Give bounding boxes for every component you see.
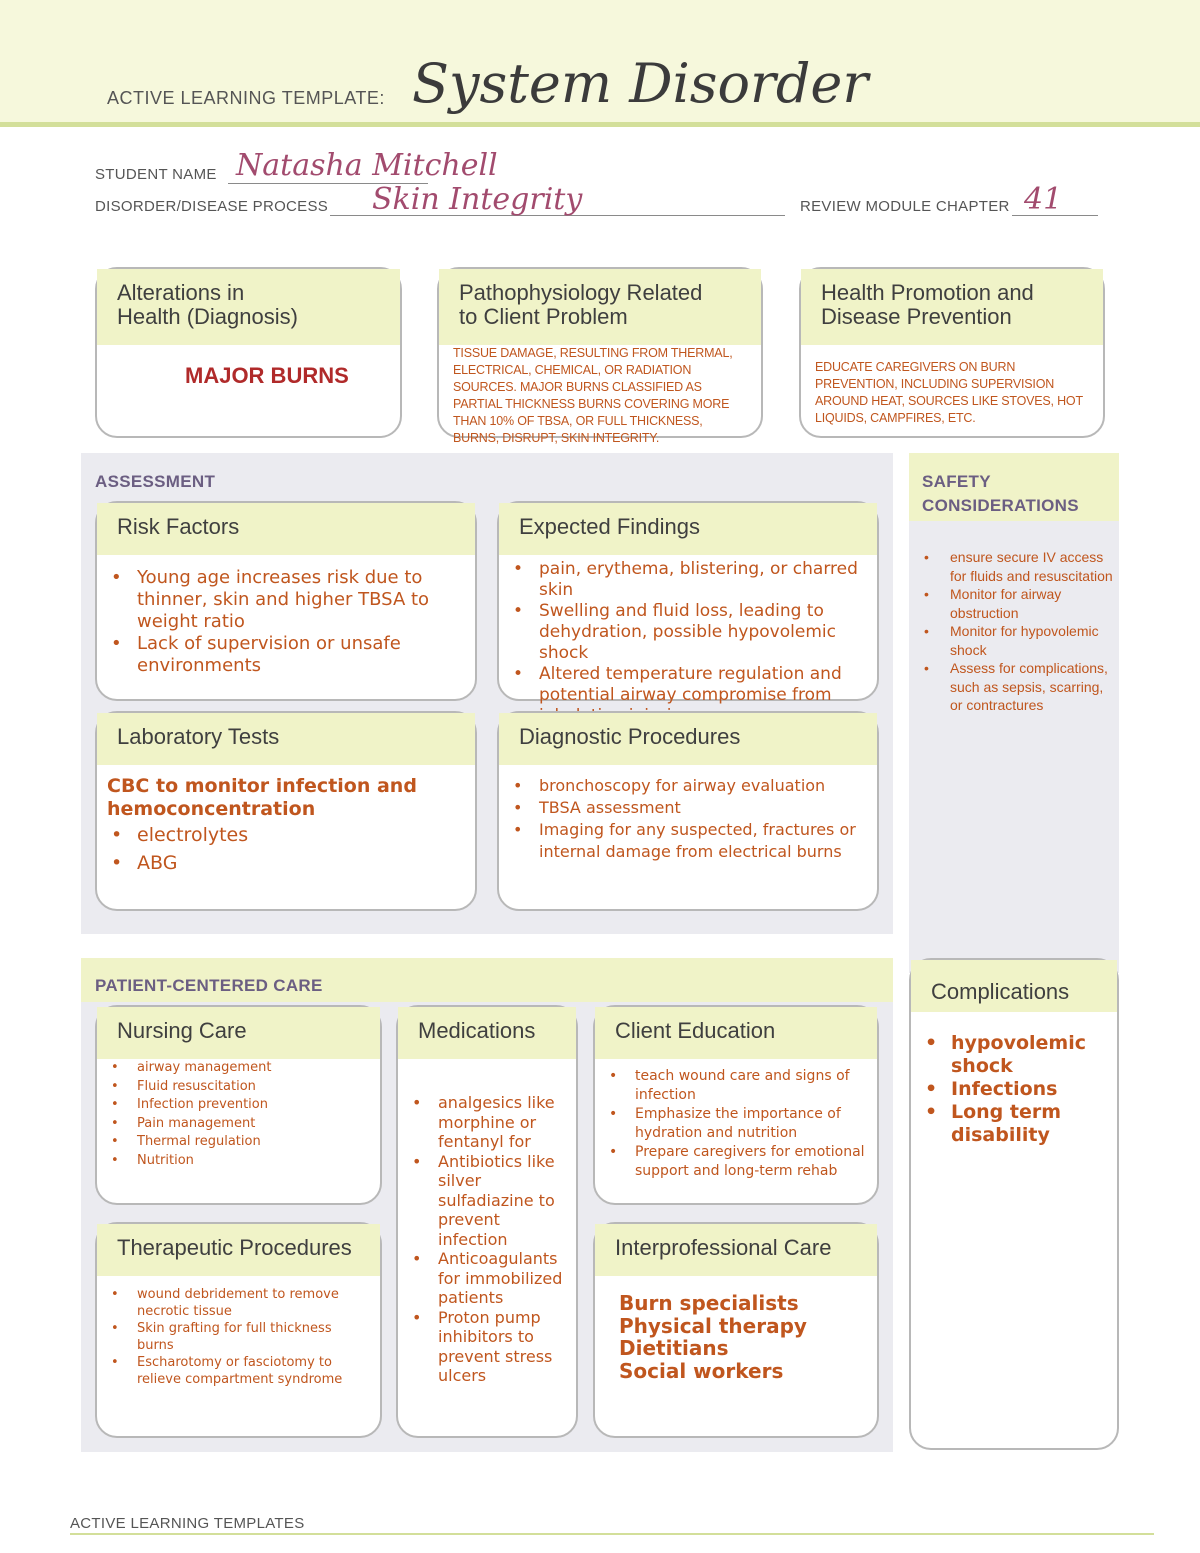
laboratory-tests-intro: CBC to monitor infection and hemoconcentration bbox=[107, 775, 417, 820]
list-item: • Antibiotics like silver sulfadiazine to prevent infection bbox=[408, 1152, 570, 1250]
list-item: • Infection prevention bbox=[107, 1096, 370, 1115]
safety-list bbox=[920, 548, 1116, 715]
health-promotion-title-2: Disease Prevention bbox=[821, 304, 1012, 329]
risk-factors-list bbox=[97, 555, 475, 677]
medications-title: Medications bbox=[398, 1007, 576, 1059]
list-item: • teach wound care and signs of infection bbox=[605, 1067, 867, 1105]
header-divider bbox=[0, 122, 1200, 127]
diagnostic-procedures-title: Diagnostic Procedures bbox=[499, 713, 877, 765]
expected-findings-box bbox=[497, 501, 879, 705]
list-item: • airway management bbox=[107, 1059, 370, 1078]
footer-label: ACTIVE LEARNING TEMPLATES bbox=[70, 1515, 305, 1532]
pathophysiology-title-1: Pathophysiology Related bbox=[459, 280, 703, 305]
alterations-header bbox=[97, 269, 400, 345]
risk-factors-title: Risk Factors bbox=[97, 503, 475, 555]
interprofessional-care-box bbox=[593, 1222, 879, 1438]
alterations-title-2: Health (Diagnosis) bbox=[117, 304, 298, 329]
safety-label-line-2: CONSIDERATIONS bbox=[922, 496, 1079, 515]
list-item: • Proton pump inhibitors to prevent stress ulcers bbox=[408, 1308, 570, 1386]
list-item: • Nutrition bbox=[107, 1152, 370, 1171]
list-item: • Altered temperature regulation and potential airway compromise from bbox=[509, 664, 867, 727]
alterations-content: MAJOR BURNS bbox=[185, 363, 349, 388]
list-item: • Escharotomy or fasciotomy to relieve compartment syndrome bbox=[107, 1354, 370, 1388]
student-name-value: Natasha Mitchell bbox=[236, 148, 498, 183]
list-item: • Long term disability bbox=[921, 1101, 1107, 1147]
nursing-care-title: Nursing Care bbox=[97, 1007, 380, 1059]
list-item: • wound debridement to remove necrotic tissue bbox=[107, 1286, 370, 1320]
expected-findings-list bbox=[499, 555, 877, 727]
expected-findings-title: Expected Findings bbox=[499, 503, 877, 555]
client-education-box bbox=[593, 1005, 879, 1205]
medications-box bbox=[396, 1005, 578, 1438]
pathophysiology-content: TISSUE DAMAGE, RESULTING FROM THERMAL, ELECTRICAL, CHEMICAL, OR RADIATION SOURCES. MAJOR BURNS CLASSIFIED AS PARTIAL THICKNESS BURNS COVERING MORE THAN 10% OF TBSA, OR FULL THICKNESS, BURNS, DISRUPT, SKIN INTEGRITY. bbox=[453, 346, 733, 445]
list-item: • hypovolemic shock bbox=[921, 1032, 1107, 1078]
pathophysiology-box bbox=[437, 267, 763, 445]
list-item: • Young age increases risk due to thinner, skin and higher TBSA to weight ratio bbox=[107, 567, 465, 633]
chapter-label: REVIEW MODULE CHAPTER bbox=[800, 198, 1010, 215]
list-item: • Monitor for hypovolemic shock bbox=[920, 622, 1116, 659]
complications-list bbox=[911, 1012, 1117, 1147]
alterations-title-1: Alterations in bbox=[117, 280, 245, 305]
page-title: System Disorder bbox=[412, 52, 869, 115]
laboratory-tests-list bbox=[107, 821, 465, 877]
medications-list bbox=[398, 1059, 576, 1386]
chapter-value: 41 bbox=[1024, 182, 1063, 217]
diagnostic-procedures-list bbox=[499, 765, 877, 863]
list-item: • Emphasize the importance of hydration and nutrition bbox=[605, 1105, 867, 1143]
health-promotion-box bbox=[799, 267, 1105, 438]
therapeutic-procedures-box bbox=[95, 1222, 382, 1438]
laboratory-tests-title: Laboratory Tests bbox=[97, 713, 475, 765]
assessment-label: ASSESSMENT bbox=[95, 472, 216, 491]
list-item: • Imaging for any suspected, fractures or internal damage from electrical burns bbox=[509, 819, 867, 863]
laboratory-tests-body bbox=[97, 765, 475, 877]
list-item: • Infections bbox=[921, 1078, 1107, 1101]
list-item: • Pain management bbox=[107, 1115, 370, 1134]
complications-box bbox=[909, 958, 1119, 1450]
disorder-value: Skin Integrity bbox=[372, 182, 583, 217]
client-education-title: Client Education bbox=[595, 1007, 877, 1059]
health-promotion-content: EDUCATE CAREGIVERS ON BURN PREVENTION, INCLUDING SUPERVISION AROUND HEAT, SOURCES LIKE STOVES, HOT LIQUIDS, CAMPFIRES, ETC. bbox=[815, 360, 1083, 425]
list-item: • Swelling and fluid loss, leading to dehydration, possible hypovolemic shock bbox=[509, 601, 867, 664]
health-promotion-header bbox=[801, 269, 1103, 345]
list-item: • analgesics like morphine or fentanyl for bbox=[408, 1093, 570, 1152]
health-promotion-title-1: Health Promotion and bbox=[821, 280, 1034, 305]
list-item: • Monitor for airway obstruction bbox=[920, 585, 1116, 622]
safety-label bbox=[922, 470, 1079, 518]
therapeutic-procedures-list bbox=[97, 1276, 380, 1388]
list-item: • electrolytes bbox=[107, 821, 465, 849]
therapeutic-procedures-title: Therapeutic Procedures bbox=[97, 1224, 380, 1276]
list-item: • Prepare caregivers for emotional support and long-term rehab bbox=[605, 1143, 867, 1181]
alterations-box bbox=[95, 267, 402, 438]
list-item: Dietitians bbox=[619, 1336, 729, 1360]
list-item: • Assess for complications, such as sepsis, scarring, or contractures bbox=[920, 659, 1116, 715]
interprofessional-care-title: Interprofessional Care bbox=[595, 1224, 877, 1276]
safety-label-line-1: SAFETY bbox=[922, 472, 991, 491]
list-item: • Skin grafting for full thickness burns bbox=[107, 1320, 370, 1354]
pathophysiology-title-2: to Client Problem bbox=[459, 304, 628, 329]
list-item: Social workers bbox=[619, 1358, 784, 1383]
pathophysiology-header bbox=[439, 269, 761, 345]
footer-divider bbox=[70, 1533, 1154, 1535]
client-education-list bbox=[595, 1059, 877, 1181]
list-item: • TBSA assessment bbox=[509, 797, 867, 819]
list-item: • bronchoscopy for airway evaluation bbox=[509, 775, 867, 797]
list-item: • Lack of supervision or unsafe environments bbox=[107, 633, 465, 677]
template-label: ACTIVE LEARNING TEMPLATE: bbox=[107, 88, 385, 108]
laboratory-tests-box bbox=[95, 711, 477, 911]
nursing-care-list bbox=[97, 1059, 380, 1170]
list-item: • ABG bbox=[107, 849, 465, 877]
interprofessional-care-list bbox=[595, 1276, 877, 1382]
student-name-label: STUDENT NAME bbox=[95, 166, 217, 183]
disorder-label: DISORDER/DISEASE PROCESS bbox=[95, 198, 329, 215]
list-item: Physical therapy bbox=[619, 1313, 807, 1338]
risk-factors-box bbox=[95, 501, 477, 701]
patient-care-label: PATIENT-CENTERED CARE bbox=[95, 976, 323, 995]
list-item: • Anticoagulants for immobilized patients bbox=[408, 1249, 570, 1308]
list-item: Burn specialists bbox=[619, 1291, 799, 1315]
diagnostic-procedures-box bbox=[497, 711, 879, 911]
nursing-care-box bbox=[95, 1005, 382, 1205]
list-item: • ensure secure IV access for fluids and resuscitation bbox=[920, 548, 1116, 585]
complications-title: Complications bbox=[911, 960, 1117, 1012]
list-item: • Thermal regulation bbox=[107, 1133, 370, 1152]
list-item: • pain, erythema, blistering, or charred skin bbox=[509, 559, 867, 601]
list-item: • Fluid resuscitation bbox=[107, 1078, 370, 1097]
